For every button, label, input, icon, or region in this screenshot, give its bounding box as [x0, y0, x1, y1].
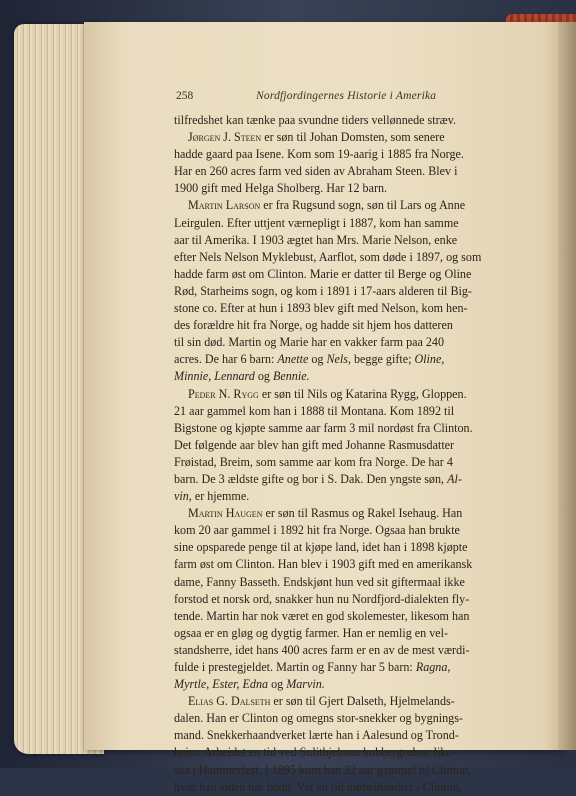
- text-segment: og: [254, 369, 273, 384]
- text-line: [174, 659, 519, 676]
- italic-name: Nels,: [326, 352, 351, 367]
- text-line: [174, 351, 519, 368]
- text-segment: sine opsparede penge til at kjøpe land, idet han i 1898 kjøpte: [174, 540, 468, 555]
- text-segment: forstod et norsk ord, snakker hun nu Nordfjord-dialekten fly-: [174, 591, 470, 606]
- text-segment: ogsaa er en gløg og dygtig farmer. Han er nemlig en vel-: [174, 625, 449, 640]
- page-right-edge: [558, 22, 576, 750]
- text-line: [174, 710, 519, 727]
- text-segment: og: [268, 677, 287, 692]
- page-number: 258: [176, 90, 194, 102]
- text-segment: tende. Martin har nok været en god skolemester, likesom han: [174, 608, 470, 623]
- text-segment: og: [308, 352, 327, 367]
- text-line: [174, 437, 519, 454]
- italic-name: Anette: [277, 352, 309, 367]
- text-segment: er søn til Gjert Dalseth, Hjelmelands-: [270, 694, 455, 709]
- text-line: [174, 471, 519, 488]
- text-line: [174, 215, 519, 232]
- italic-name: Oline,: [414, 352, 445, 367]
- text-line: [174, 249, 519, 266]
- text-line: [174, 488, 519, 505]
- italic-name: Myrtle, Ester, Edna: [174, 677, 269, 692]
- text-line: [174, 180, 519, 197]
- text-segment: Frøistad, Breim, som samme aar kom fra Norge. De har 4: [174, 454, 453, 469]
- person-name: Peder N. Rygg: [188, 386, 259, 401]
- text-line: [174, 744, 519, 761]
- text-line: [174, 556, 519, 573]
- text-line: [174, 762, 519, 779]
- text-segment: heim. Arbeidet en tid ved Sulithjelmas kobbergruber, like-: [174, 745, 456, 760]
- text-segment: standsherre, idet hans 400 acres farm er en av de mest værdi-: [174, 642, 470, 657]
- person-name: Martin Larson: [188, 198, 261, 213]
- person-name: Jørgen J. Steen: [188, 130, 262, 145]
- text-line: [174, 232, 519, 249]
- text-line: [174, 539, 519, 556]
- text-line: [174, 266, 519, 283]
- text-line: [174, 163, 519, 180]
- text-segment: Rød, Starheims sogn, og kom i 1891 i 17-aars alderen til Big-: [174, 283, 472, 298]
- text-segment: er søn til Johan Domsten, som senere: [261, 130, 445, 145]
- text-line: [174, 146, 519, 163]
- text-line: [174, 676, 519, 693]
- text-segment: er hjemme.: [191, 489, 250, 504]
- text-segment: efter Nels Nelson Myklebust, Aarflot, som døde i 1897, og som: [174, 249, 482, 264]
- text-line: [174, 642, 519, 659]
- text-line: [174, 283, 519, 300]
- text-segment: stone co. Efter at hun i 1893 blev gift med Nelson, kom hen-: [174, 301, 468, 316]
- text-segment: acres. De har 6 barn:: [174, 352, 278, 367]
- text-segment: dame, Fanny Basseth. Endskjønt hun ved sit giftermaal ikke: [174, 574, 465, 589]
- text-segment: aar til Amerika. I 1903 ægtet han Mrs. Marie Nelson, enke: [174, 232, 458, 247]
- text-line: [174, 300, 519, 317]
- text-segment: begge gifte;: [350, 352, 415, 367]
- italic-name: Bennie.: [272, 369, 310, 384]
- text-line: [174, 317, 519, 334]
- text-line: [174, 454, 519, 471]
- text-segment: barn. De 3 ældste gifte og bor i S. Dak. Den yngste søn,: [174, 471, 448, 486]
- text-segment: saa i Hammerfest. I 1895 kom han 22 aar gammel til Clinton,: [174, 762, 472, 777]
- text-segment: er fra Rugsund sogn, søn til Lars og Anne: [260, 198, 466, 213]
- text-line: [174, 625, 519, 642]
- italic-name: Minnie, Lennard: [174, 369, 255, 384]
- text-segment: dalen. Han er Clinton og omegns stor-snekker og bygnings-: [174, 711, 463, 726]
- text-line: [174, 129, 519, 146]
- italic-name: Al-: [447, 471, 462, 486]
- text-segment: hadde farm øst om Clinton. Marie er datter til Berge og Oline: [174, 266, 472, 281]
- text-segment: er søn til Nils og Katarina Rygg, Gloppen.: [258, 386, 467, 401]
- text-segment: 21 aar gammel kom han i 1888 til Montana. Kom 1892 til: [174, 403, 455, 418]
- text-segment: tilfredshet kan tænke paa svundne tiders vellønnede stræv.: [174, 113, 457, 127]
- person-name: Martin Haugen: [188, 506, 263, 521]
- italic-name: Marvin.: [286, 677, 325, 692]
- text-segment: hvor han siden har bodd. Var en tid møbelhandler i Clinton,: [174, 779, 462, 794]
- text-segment: Leirgulen. Efter uttjent værnepligt i 1887, kom han samme: [174, 215, 459, 230]
- text-segment: farm øst om Clinton. Han blev i 1903 gift med en amerikansk: [174, 557, 473, 572]
- body-text: [174, 112, 519, 796]
- text-segment: mand. Snekkerhaandverket lærte han i Aalesund og Trond-: [174, 728, 459, 743]
- text-segment: hadde gaard paa Isene. Kom som 19-aarig i 1885 fra Norge.: [174, 147, 464, 162]
- italic-name: Ragna,: [415, 660, 451, 674]
- page-header: [176, 90, 498, 106]
- text-segment: 1900 gift med Helga Sholberg. Har 12 barn.: [174, 181, 388, 196]
- text-segment: til sin død. Martin og Marie har en vakker farm paa 240: [174, 335, 445, 350]
- text-segment: Bigstone og kjøpte samme aar farm 3 mil nordøst fra Clinton.: [174, 420, 473, 435]
- text-line: [174, 522, 519, 539]
- text-line: [174, 386, 519, 403]
- text-line: [174, 334, 519, 351]
- text-line: [174, 591, 519, 608]
- italic-name: vin,: [174, 489, 192, 504]
- text-line: [174, 574, 519, 591]
- text-line: [174, 693, 519, 710]
- text-line: [174, 403, 519, 420]
- text-line: [174, 505, 519, 522]
- person-name: Elias G. Dalseth: [188, 694, 271, 709]
- text-line: [174, 368, 519, 385]
- text-segment: er søn til Rasmus og Rakel Isehaug. Han: [262, 506, 463, 521]
- text-segment: kom 20 aar gammel i 1892 hit fra Norge. Ogsaa han brukte: [174, 523, 460, 538]
- text-line: [174, 779, 519, 796]
- text-segment: fulde i prestegjeldet. Martin og Fanny har 5 barn:: [174, 660, 416, 674]
- text-line: [174, 608, 519, 625]
- text-line: [174, 197, 519, 214]
- text-line: [174, 420, 519, 437]
- running-title: Nordfjordingernes Historie i Amerika: [256, 90, 437, 102]
- text-segment: des forældre hit fra Norge, og hadde sit hjem hos datteren: [174, 318, 453, 333]
- text-segment: Det følgende aar blev han gift med Johanne Rasmusdatter: [174, 437, 455, 452]
- text-segment: Har en 260 acres farm ved siden av Abraham Steen. Blev i: [174, 164, 458, 179]
- text-line: [174, 112, 519, 129]
- text-line: [174, 727, 519, 744]
